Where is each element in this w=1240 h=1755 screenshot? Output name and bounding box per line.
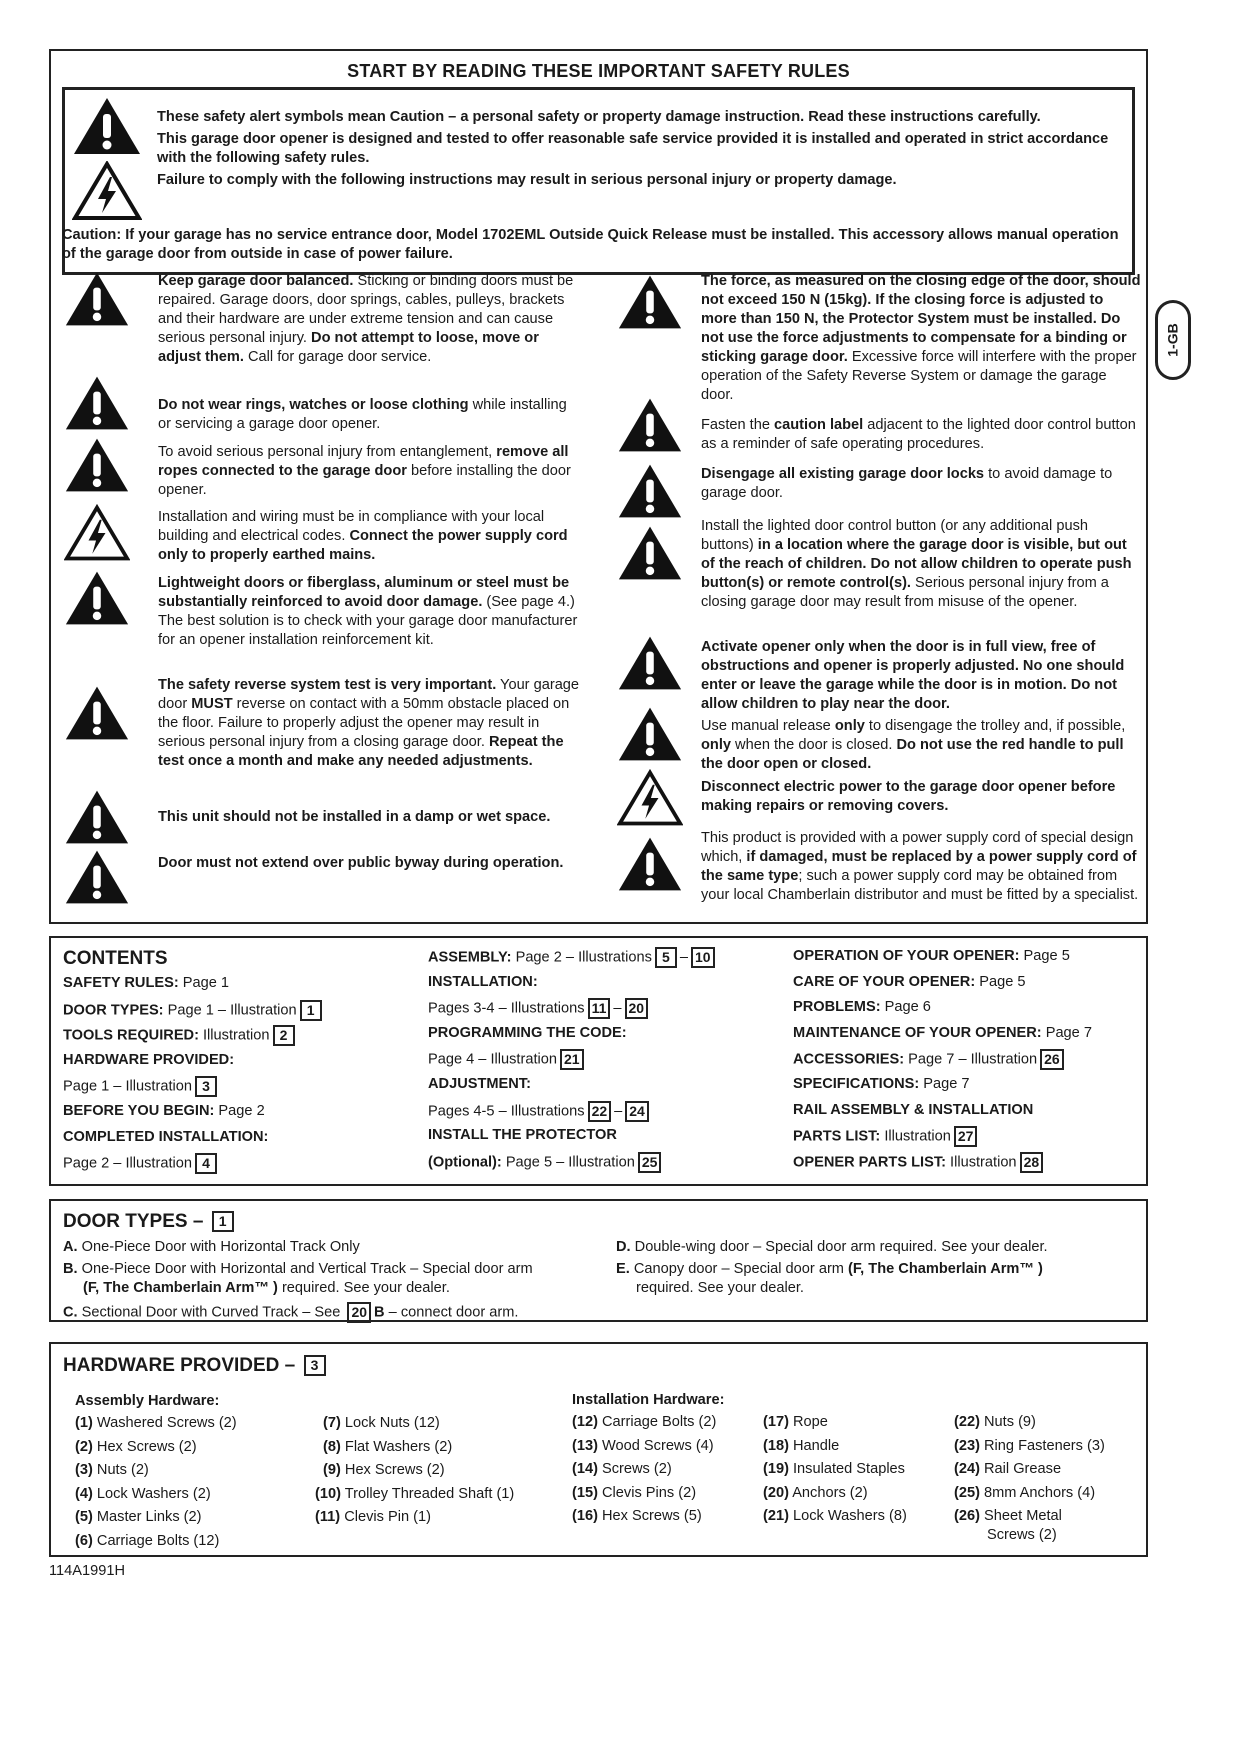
hardware-item: (10) Trolley Threaded Shaft (1) <box>315 1485 515 1502</box>
contents-column-1 <box>63 974 325 1179</box>
warning-triangle-icon <box>617 524 683 582</box>
document-code: 114A1991H <box>49 1563 126 1579</box>
contents-column-2 <box>428 947 718 1177</box>
contents-entry: Pages 4-5 – Illustrations 22 – 24 <box>428 1101 718 1127</box>
rule-door-control-location: Install the lighted door control button (or any additional push buttons) in a location where the garage door is visible, but out of the reach of children. Do not allow children to operate push button(s) or remote control(s). Serious personal injury from a closing garage door may result from misuse of the opener. <box>701 518 1132 610</box>
warning-triangle-icon <box>64 788 130 846</box>
contents-entry: INSTALLATION: <box>428 973 538 990</box>
hardware-column-3 <box>572 1411 716 1529</box>
illustration-number: 26 <box>1040 1049 1064 1070</box>
illustration-number: 3 <box>195 1076 217 1097</box>
hardware-item: (19) Insulated Staples <box>763 1461 905 1477</box>
contents-entry: COMPLETED INSTALLATION: <box>63 1128 269 1145</box>
contents-entry: ADJUSTMENT: <box>428 1075 531 1092</box>
rule-public-byway: Door must not extend over public byway during operation. <box>158 855 564 871</box>
hardware-item: (26) Sheet Metal <box>954 1508 1062 1524</box>
illustration-number: 4 <box>195 1153 217 1174</box>
illustration-number: 3 <box>304 1355 326 1376</box>
hardware-item: (2) Hex Screws (2) <box>75 1438 197 1455</box>
safety-title: START BY READING THESE IMPORTANT SAFETY RULES <box>347 61 850 81</box>
contents-entry: PROBLEMS: Page 6 <box>793 999 931 1016</box>
door-type-d: D. Double-wing door – Special door arm required. See your dealer. <box>616 1239 1048 1255</box>
hardware-column-2 <box>315 1412 515 1530</box>
warning-triangle-icon <box>64 848 130 906</box>
illustration-number: 27 <box>954 1126 978 1147</box>
assembly-hardware-heading: Assembly Hardware: <box>75 1393 220 1409</box>
rule-disengage-locks: Disengage all existing garage door locks to avoid damage to garage door. <box>701 466 1113 501</box>
rule-manual-release: Use manual release only to disengage the trolley and, if possible, only when the door is closed. Do not use the red handle to pull the door open or closed. <box>701 718 1126 772</box>
hardware-column-5 <box>954 1411 1105 1545</box>
contents-entry: DOOR TYPES: Page 1 – Illustration 1 <box>63 1000 325 1026</box>
hardware-item: (6) Carriage Bolts (12) <box>75 1532 220 1549</box>
hardware-item: (20) Anchors (2) <box>763 1484 868 1501</box>
warning-triangle-icon <box>72 96 142 161</box>
contents-title: CONTENTS <box>63 948 168 969</box>
alert-line-2: This garage door opener is designed and tested to offer reasonable safe service provided it is installed and operated in strict accordance with the following safety rules. <box>157 131 1109 166</box>
hardware-item: (14) Screws (2) <box>572 1461 672 1477</box>
hardware-item: (5) Master Links (2) <box>75 1509 202 1525</box>
hardware-item: (3) Nuts (2) <box>75 1462 149 1478</box>
illustration-number: 24 <box>625 1101 649 1122</box>
rule-disconnect-power: Disconnect electric power to the garage door opener before making repairs or removing covers. <box>701 779 1116 814</box>
illustration-number: 22 <box>588 1101 612 1122</box>
hardware-item: (8) Flat Washers (2) <box>323 1438 453 1455</box>
hardware-item: (22) Nuts (9) <box>954 1414 1036 1430</box>
contents-entry: TOOLS REQUIRED: Illustration 2 <box>63 1025 325 1051</box>
safety-rules-box <box>49 49 1148 924</box>
rule-door-balanced: Keep garage door balanced. Sticking or binding doors must be repaired. Garage doors, door springs, cables, pulleys, brackets and their hardware are under extreme tension and can cause serious personal injury. Do not attempt to loose, move or adjust them. Call for garage door service. <box>158 273 574 365</box>
contents-entry: INSTALL THE PROTECTOR <box>428 1127 617 1144</box>
contents-box <box>49 936 1148 1186</box>
warning-triangle-icon <box>617 273 683 331</box>
contents-entry: HARDWARE PROVIDED: <box>63 1051 235 1068</box>
caution-text: Caution: If your garage has no service entrance door, Model 1702EML Outside Quick Release must be installed. This accessory allows manual operation of the garage door from outside in case of power failure. <box>62 227 1119 262</box>
alert-text <box>157 108 1124 193</box>
hardware-item: (4) Lock Washers (2) <box>75 1485 211 1502</box>
warning-triangle-icon <box>64 684 130 742</box>
rule-remove-ropes: To avoid serious personal injury from entanglement, remove all ropes connected to the garage door before installing the door opener. <box>158 444 571 498</box>
door-type-e: E. Canopy door – Special door arm (F, The Chamberlain Arm™ ) required. See your dealer. <box>616 1261 1043 1296</box>
hardware-column-1 <box>75 1412 237 1553</box>
hardware-column-4 <box>763 1411 907 1529</box>
hardware-item: (16) Hex Screws (5) <box>572 1508 702 1524</box>
door-types-box <box>49 1199 1148 1322</box>
warning-triangle-icon <box>617 462 683 520</box>
hardware-box <box>49 1342 1148 1557</box>
illustration-number: 20 <box>347 1302 371 1323</box>
page-tab-badge: 1-GB <box>1155 300 1191 380</box>
hardware-item: (12) Carriage Bolts (2) <box>572 1414 717 1430</box>
contents-entry: OPERATION OF YOUR OPENER: Page 5 <box>793 948 1070 964</box>
hardware-item: (21) Lock Washers (8) <box>763 1508 907 1524</box>
contents-entry: Pages 3-4 – Illustrations 11 – 20 <box>428 998 718 1024</box>
door-type-c: C. Sectional Door with Curved Track – See 20 B – connect door arm. <box>63 1302 603 1323</box>
hardware-item: (11) Clevis Pin (1) <box>315 1509 431 1525</box>
rule-lightweight-doors: Lightweight doors or fiberglass, aluminum or steel must be substantially reinforced to avoid door damage. (See page 4.) The best solution is to check with your garage door manufacturer for an opener installation reinforcement kit. <box>158 575 578 648</box>
contents-entry: Page 2 – Illustration 4 <box>63 1153 325 1179</box>
warning-triangle-icon <box>617 835 683 893</box>
rule-safety-reverse: The safety reverse system test is very important. Your garage door MUST reverse on contact with a 50mm obstacle placed on the floor. Failure to properly adjust the opener may result in serious personal injury from a closing garage door. Repeat the test once a month and make any needed adjustments. <box>158 677 580 769</box>
illustration-number: 20 <box>625 998 649 1019</box>
contents-entry: ACCESSORIES: Page 7 – Illustration 26 <box>793 1049 1092 1075</box>
rule-wiring: Installation and wiring must be in compliance with your local building and electrical codes. Connect the power supply cord only to properly earthed mains. <box>158 509 568 563</box>
alert-line-3: Failure to comply with the following instructions may result in serious personal injury or property damage. <box>157 172 897 188</box>
door-type-a: A. One-Piece Door with Horizontal Track Only <box>63 1239 360 1255</box>
hardware-item: (18) Handle <box>763 1437 840 1454</box>
hardware-item: Screws (2) <box>987 1527 1057 1543</box>
warning-triangle-icon <box>64 436 130 494</box>
contents-entry: MAINTENANCE OF YOUR OPENER: Page 7 <box>793 1024 1092 1041</box>
illustration-number: 10 <box>691 947 715 968</box>
contents-entry: BEFORE YOU BEGIN: Page 2 <box>63 1102 265 1119</box>
illustration-number: 2 <box>273 1025 295 1046</box>
rule-closing-force: The force, as measured on the closing edge of the door, should not exceed 150 N (15kg). If the closing force is adjusted to more than 150 N, the Protector System must be installed. Do not use the force adjustments to compensate for a binding or sticking garage door. Excessive force will interfere with the proper operation of the Safety Reverse System or damage the garage door. <box>701 273 1141 403</box>
illustration-number: 1 <box>300 1000 322 1021</box>
hardware-item: (23) Ring Fasteners (3) <box>954 1437 1105 1454</box>
rule-power-cord: This product is provided with a power supply cord of special design which, if damaged, must be replaced by a power supply cord of the same type; such a power supply cord may be obtained from your local Chamberlain distributor and must be fitted by a specialist. <box>701 830 1139 903</box>
illustration-number: 28 <box>1020 1152 1044 1173</box>
contents-entry: SPECIFICATIONS: Page 7 <box>793 1075 970 1092</box>
hardware-item: (24) Rail Grease <box>954 1461 1062 1477</box>
contents-entry: CARE OF YOUR OPENER: Page 5 <box>793 973 1026 990</box>
warning-triangle-icon <box>617 634 683 692</box>
hardware-item: (13) Wood Screws (4) <box>572 1437 714 1454</box>
contents-column-3 <box>793 947 1092 1177</box>
rule-activate-opener: Activate opener only when the door is in full view, free of obstructions and opener is properly adjusted. No one should enter or leave the garage while the door is in motion. Do not allow children to play near the door. <box>701 639 1125 712</box>
contents-entry: Page 1 – Illustration 3 <box>63 1076 325 1102</box>
hardware-item: (17) Rope <box>763 1414 828 1430</box>
hardware-item: (1) Washered Screws (2) <box>75 1415 237 1431</box>
illustration-number: 11 <box>588 998 611 1019</box>
hardware-item: (25) 8mm Anchors (4) <box>954 1484 1096 1501</box>
illustration-number: 25 <box>638 1152 662 1173</box>
warning-triangle-icon <box>64 270 130 328</box>
contents-entry: (Optional): Page 5 – Illustration 25 <box>428 1152 718 1178</box>
rule-no-rings: Do not wear rings, watches or loose clothing while installing or servicing a garage door opener. <box>158 397 567 432</box>
contents-entry: PARTS LIST: Illustration 27 <box>793 1126 1092 1152</box>
warning-triangle-icon <box>64 374 130 432</box>
hardware-item: (15) Clevis Pins (2) <box>572 1484 697 1501</box>
contents-entry: ASSEMBLY: Page 2 – Illustrations 5 – 10 <box>428 947 718 973</box>
illustration-number: 21 <box>560 1049 584 1070</box>
warning-triangle-icon <box>617 705 683 763</box>
hardware-item: (9) Hex Screws (2) <box>323 1462 445 1478</box>
installation-hardware-heading: Installation Hardware: <box>572 1392 725 1408</box>
electric-shock-icon <box>72 161 142 226</box>
rule-damp-space: This unit should not be installed in a damp or wet space. <box>158 809 551 825</box>
rule-caution-label: Fasten the caution label adjacent to the lighted door control button as a reminder of safe operating procedures. <box>701 417 1136 452</box>
door-type-b: B. One-Piece Door with Horizontal and Vertical Track – Special door arm (F, The Chamberlain Arm™ ) required. See your dealer. <box>63 1261 533 1296</box>
door-types-title: DOOR TYPES – 1 <box>63 1211 237 1233</box>
hardware-item: (7) Lock Nuts (12) <box>323 1415 440 1431</box>
illustration-number: 1 <box>212 1211 234 1232</box>
hardware-title: HARDWARE PROVIDED – 3 <box>63 1355 329 1377</box>
electric-shock-icon <box>64 504 130 562</box>
warning-triangle-icon <box>617 396 683 454</box>
contents-entry: PROGRAMMING THE CODE: <box>428 1024 627 1041</box>
illustration-number: 5 <box>655 947 677 968</box>
warning-triangle-icon <box>64 569 130 627</box>
electric-shock-icon <box>617 769 683 827</box>
alert-line-1: These safety alert symbols mean Caution – a personal safety or property damage instruction. Read these instructions carefully. <box>157 109 1041 125</box>
contents-entry: Page 4 – Illustration 21 <box>428 1049 718 1075</box>
contents-entry: RAIL ASSEMBLY & INSTALLATION <box>793 1101 1034 1118</box>
contents-entry: OPENER PARTS LIST: Illustration 28 <box>793 1152 1092 1178</box>
contents-entry: SAFETY RULES: Page 1 <box>63 975 229 991</box>
